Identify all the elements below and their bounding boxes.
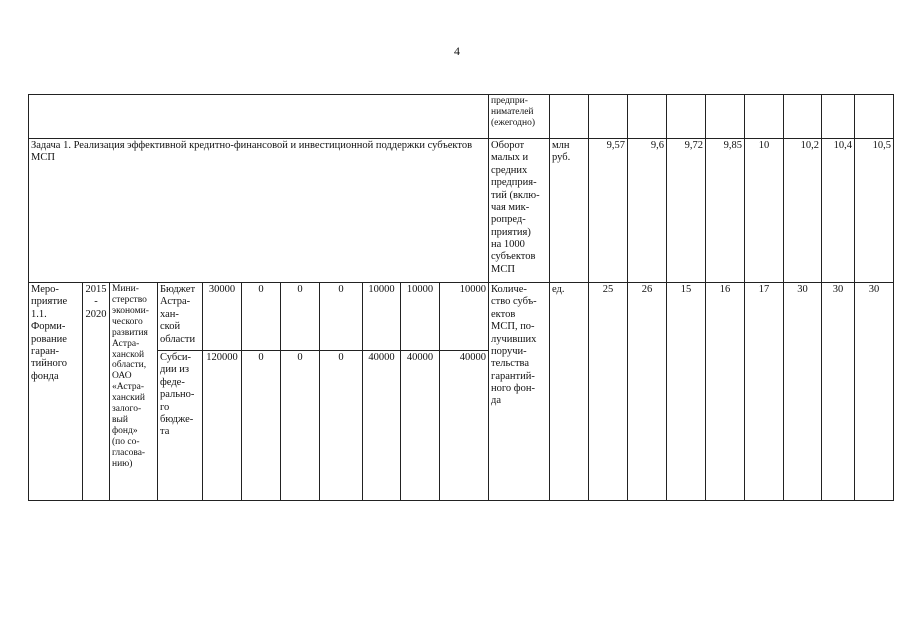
funding-year-cell: 0 — [320, 283, 363, 351]
funding-year-cell: 0 — [320, 351, 363, 501]
value-cell: 9,6 — [628, 139, 667, 283]
funding-year-cell: 0 — [242, 283, 281, 351]
funding-year-cell: 40000 — [363, 351, 401, 501]
funding-year-cell: 10000 — [440, 283, 489, 351]
indicator-cell: предпри- нимателей (ежегодно) — [489, 95, 550, 139]
value-cell — [822, 95, 855, 139]
value-cell: 10 — [745, 139, 784, 283]
unit-cell: ед. — [550, 283, 589, 501]
value-cell: 15 — [667, 283, 706, 501]
value-cell — [706, 95, 745, 139]
unit-cell — [550, 95, 589, 139]
value-cell: 9,72 — [667, 139, 706, 283]
funding-year-cell: 0 — [242, 351, 281, 501]
unit-cell: млн руб. — [550, 139, 589, 283]
funding-year-cell: 10000 — [363, 283, 401, 351]
measure-row — [29, 283, 894, 351]
value-cell — [589, 95, 628, 139]
measure-executor: Мини- стерство экономи- ческого развития Астра- ханской области, ОАО «Астра- ханский залого- вый фонд» (по со- гласова- нию) — [110, 283, 158, 501]
value-cell — [628, 95, 667, 139]
value-cell: 30 — [822, 283, 855, 501]
value-cell: 25 — [589, 283, 628, 501]
value-cell: 30 — [855, 283, 894, 501]
task-row — [29, 139, 894, 283]
value-cell: 26 — [628, 283, 667, 501]
indicator-cell: Оборот малых и средних предприя- тий (вклю- чая мик- ропред- приятия) на 1000 субъектов МСП — [489, 139, 550, 283]
funding-total: 30000 — [203, 283, 242, 351]
value-cell: 30 — [784, 283, 822, 501]
value-cell: 17 — [745, 283, 784, 501]
value-cell: 10,4 — [822, 139, 855, 283]
funding-year-cell: 40000 — [401, 351, 440, 501]
value-cell: 9,57 — [589, 139, 628, 283]
value-cell: 9,85 — [706, 139, 745, 283]
value-cell: 10,5 — [855, 139, 894, 283]
funding-source: Бюджет Астра- хан- ской области — [158, 283, 203, 351]
funding-year-cell: 40000 — [440, 351, 489, 501]
indicator-cell: Количе- ство субъ- ектов МСП, по- лучивших поручи- тельства гарантий- ного фон- да — [489, 283, 550, 501]
value-cell: 10,2 — [784, 139, 822, 283]
funding-year-cell: 10000 — [401, 283, 440, 351]
empty-merged-cell — [29, 95, 489, 139]
value-cell — [855, 95, 894, 139]
value-cell — [667, 95, 706, 139]
value-cell — [784, 95, 822, 139]
funding-source: Субси- дии из феде- рально- го бюдже- та — [158, 351, 203, 501]
task-title: Задача 1. Реализация эффективной кредитно-финансовой и инвестиционной поддержки субъектов МСП — [29, 139, 489, 283]
program-table — [28, 94, 894, 501]
table-row — [29, 95, 894, 139]
measure-period: 2015 - 2020 — [83, 283, 110, 501]
funding-year-cell: 0 — [281, 283, 320, 351]
funding-year-cell: 0 — [281, 351, 320, 501]
funding-total: 120000 — [203, 351, 242, 501]
measure-name: Меро- приятие 1.1. Форми- рование гаран- тийного фонда — [29, 283, 83, 501]
page-number: 4 — [454, 44, 460, 58]
value-cell — [745, 95, 784, 139]
value-cell: 16 — [706, 283, 745, 501]
